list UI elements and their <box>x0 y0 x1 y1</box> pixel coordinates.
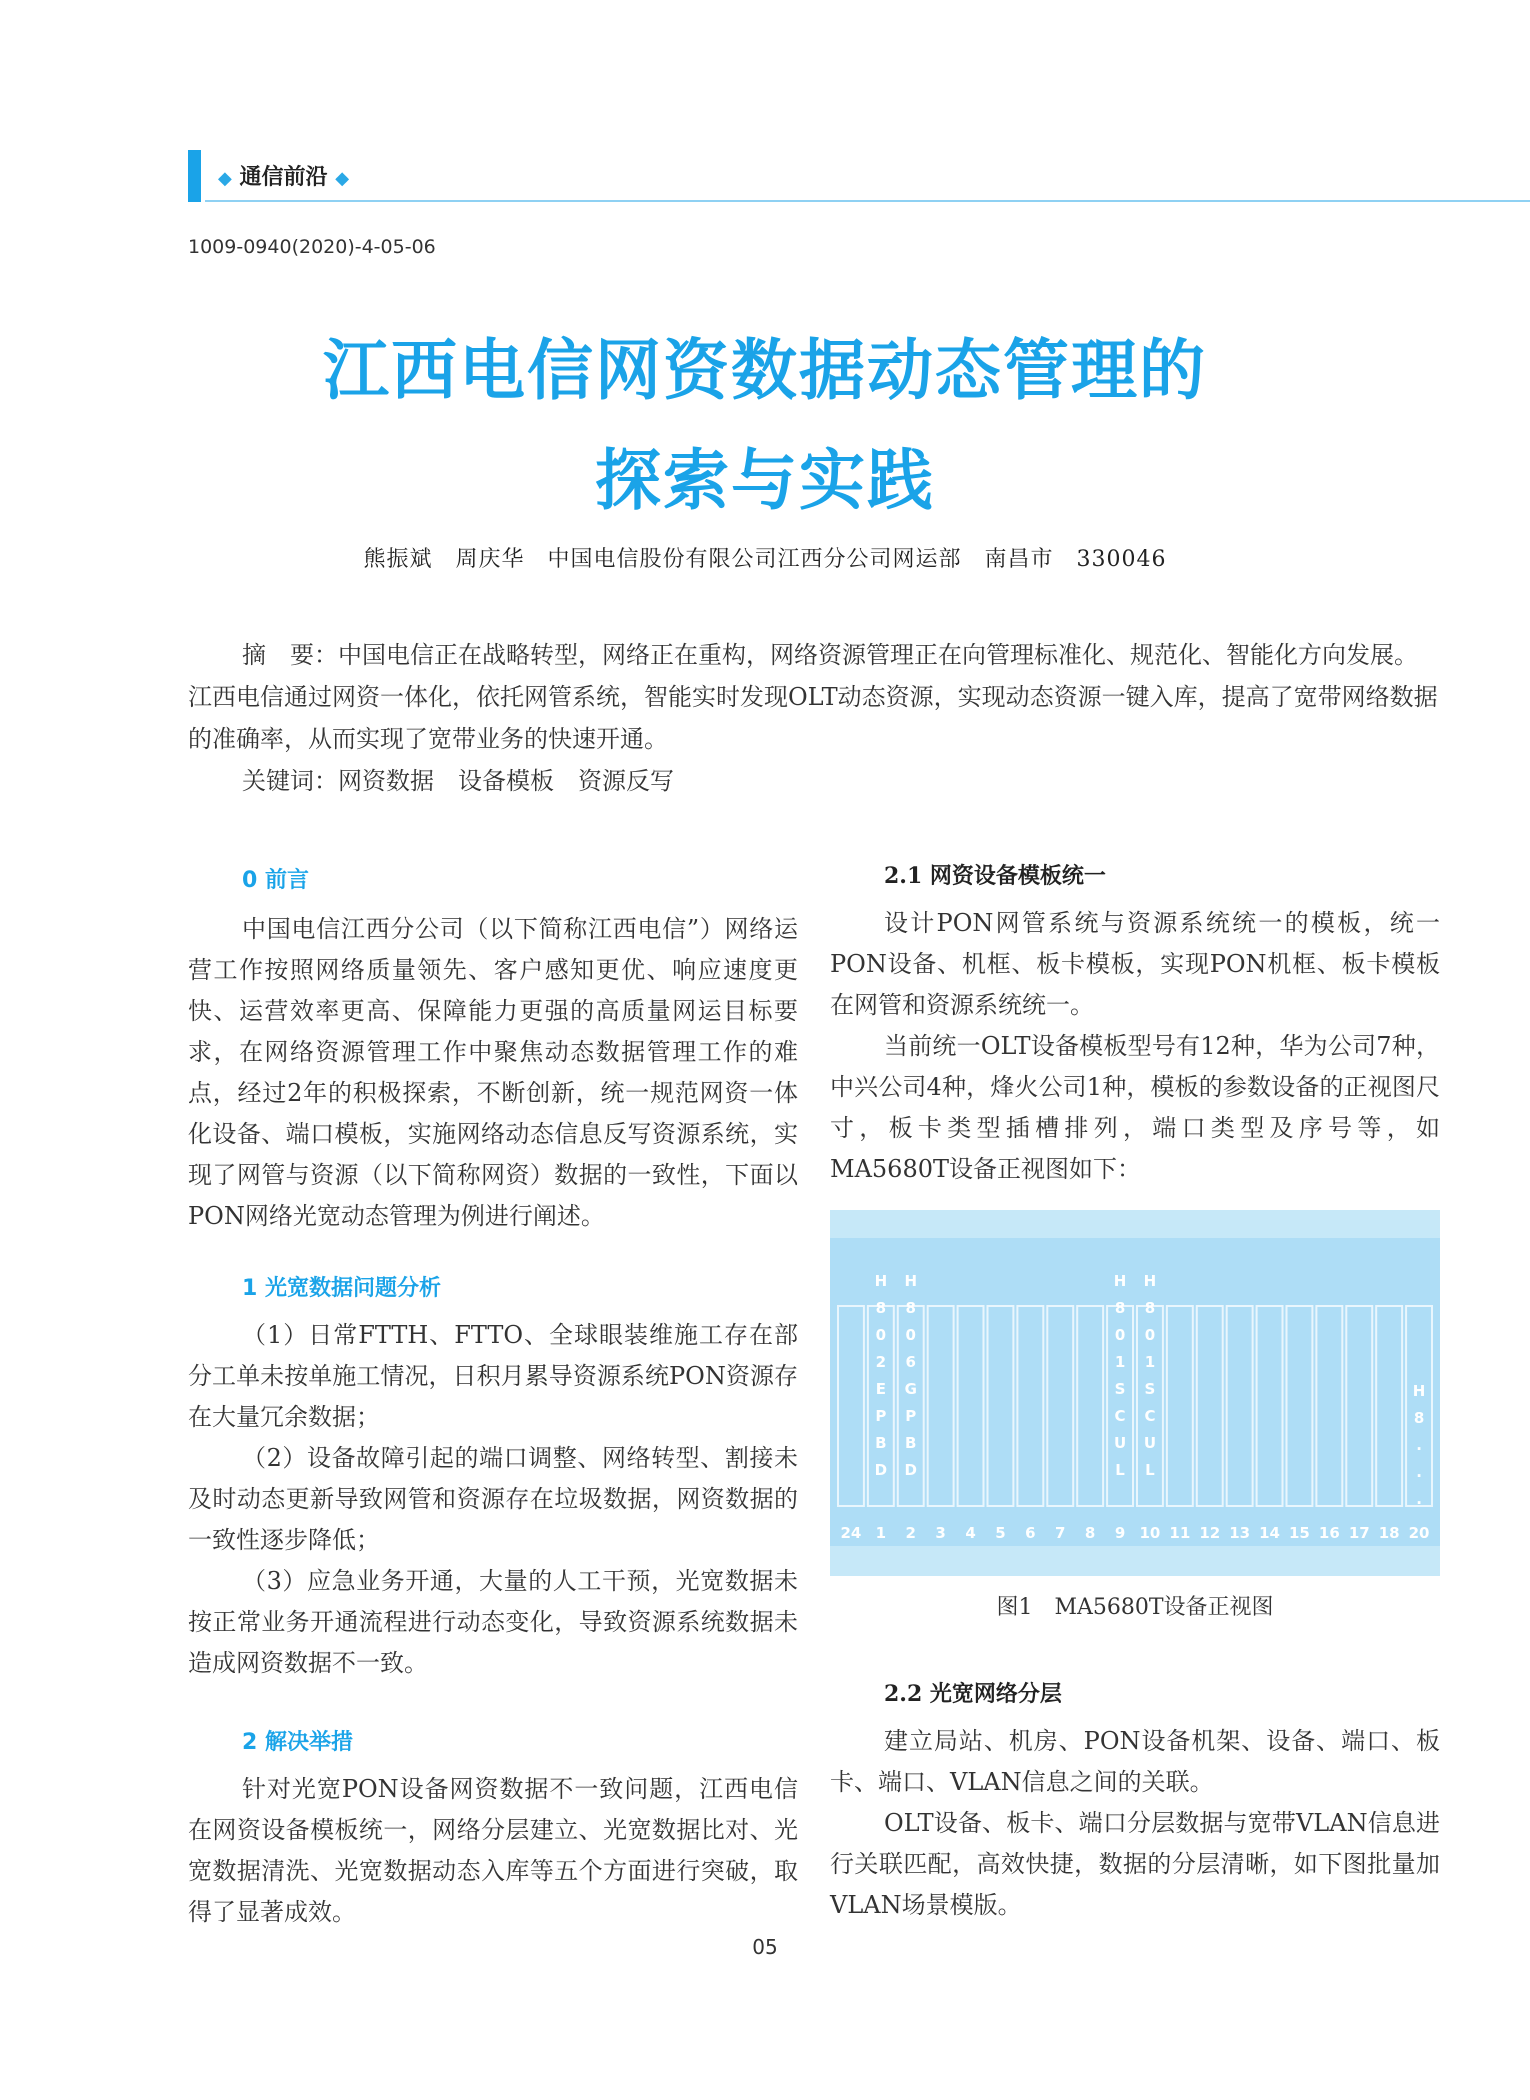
slot-15 <box>1287 1306 1313 1506</box>
article-title-line-1: 江西电信网资数据动态管理的 <box>323 332 1207 409</box>
slot-number: 12 <box>1199 1524 1221 1542</box>
board-label-char: 2 <box>875 1353 887 1371</box>
board-label-char: . <box>1416 1463 1422 1481</box>
board-label-char: H <box>1412 1382 1426 1400</box>
diamond-icon: ◆ <box>335 168 350 189</box>
keywords: 关键词：网资数据 设备模板 资源反写 <box>242 767 674 795</box>
board-label-char: P <box>875 1407 887 1425</box>
paragraph: OLT设备、板卡、端口分层数据与宽带VLAN信息进行关联匹配，高效快捷，数据的分层清晰，如下图批量加VLAN场景模版。 <box>830 1809 1440 1919</box>
board-label-char: 0 <box>905 1326 916 1344</box>
slot-7 <box>1047 1306 1073 1506</box>
figure-caption: 图1 MA5680T设备正视图 <box>996 1595 1274 1620</box>
slot-number: 3 <box>935 1524 946 1542</box>
slot-14 <box>1257 1306 1283 1506</box>
slot-24 <box>838 1306 864 1506</box>
board-label-char: B <box>905 1434 917 1452</box>
paragraph: 设计PON网管系统与资源系统统一的模板，统一PON设备、机框、板卡模板，实现PON机框、板卡模板在网管和资源系统统一。 <box>830 909 1440 1019</box>
chassis-diagram <box>830 1210 1440 1550</box>
board-label-char: 0 <box>1114 1326 1126 1344</box>
paragraph: 中国电信江西分公司（以下简称江西电信”）网络运营工作按照网络质量领先、客户感知更优、响应速度更快、运营效率更高、保障能力更强的高质量网运目标要求，在网络资源管理工作中聚焦动态数据管理工作的难点，经过2年的积极探索，不断创新，统一规范网资一体化设备、端口模板，实施网络动态信息反写资源系统，实现了网管与资源（以下简称网资）数据的一致性，下面以PON网络光宽动态管理为例进行阐述。 <box>188 915 798 1230</box>
board-label-char: . <box>1416 1436 1422 1454</box>
board-label-char: 8 <box>1144 1299 1156 1317</box>
board-label-char: S <box>1114 1380 1126 1398</box>
board-label-char: S <box>1144 1380 1156 1398</box>
article-title-line-2: 探索与实践 <box>595 442 935 519</box>
section-heading: 0 前言 <box>242 868 309 893</box>
slot-number: 17 <box>1348 1524 1370 1542</box>
board-label-char: H <box>1143 1272 1157 1290</box>
board-label-char: E <box>875 1380 886 1398</box>
slot-number: 4 <box>965 1524 976 1542</box>
board-label-char: 1 <box>1114 1353 1126 1371</box>
paragraph: （3）应急业务开通，大量的人工干预，光宽数据未按正常业务开通流程进行动态变化，导致资源系统数据未造成网资数据不一致。 <box>188 1567 798 1677</box>
issn-code: 1009-0940(2020)-4-05-06 <box>188 236 436 258</box>
slot-number: 20 <box>1408 1524 1430 1542</box>
board-label-char: B <box>875 1434 887 1452</box>
slot-8 <box>1077 1306 1103 1506</box>
slot-number: 11 <box>1169 1524 1191 1542</box>
board-label-char: C <box>1144 1407 1156 1425</box>
subsection-heading: 2.1 网资设备模板统一 <box>884 863 1106 889</box>
board-label-char: 1 <box>1144 1353 1156 1371</box>
slot-13 <box>1227 1306 1253 1506</box>
slot-3 <box>928 1306 954 1506</box>
slot-number: 15 <box>1289 1524 1310 1542</box>
section-header <box>218 160 349 191</box>
board-label-char: D <box>904 1461 917 1479</box>
slot-number: 16 <box>1318 1524 1340 1542</box>
slot-number: 8 <box>1084 1524 1096 1542</box>
slot-number: 1 <box>875 1524 887 1542</box>
board-label-char: P <box>905 1407 917 1425</box>
slot-12 <box>1197 1306 1223 1506</box>
slot-number: 14 <box>1259 1524 1280 1542</box>
paragraph: （2）设备故障引起的端口调整、网络转型、割接未及时动态更新导致网管和资源存在垃圾数据，网资数据的一致性逐步降低； <box>188 1444 798 1554</box>
board-label-char: 8 <box>1114 1299 1126 1317</box>
board-label-char: 8 <box>875 1299 887 1317</box>
slot-16 <box>1316 1306 1342 1506</box>
board-label-char: H <box>1113 1272 1127 1290</box>
paragraph: 当前统一OLT设备模板型号有12种，华为公司7种，中兴公司4种，烽火公司1种，模板的参数设备的正视图尺寸，板卡类型插槽排列，端口类型及序号等，如MA5680T设备正视图如下： <box>830 1032 1440 1183</box>
board-label-char: 0 <box>875 1326 887 1344</box>
board-label-char: H <box>874 1272 888 1290</box>
board-label-char: L <box>1115 1461 1125 1479</box>
board-label-char: G <box>904 1380 917 1398</box>
slot-number: 24 <box>840 1524 862 1542</box>
slot-number: 7 <box>1055 1524 1066 1542</box>
slot-number: 5 <box>995 1524 1006 1542</box>
section-header-bar <box>188 150 201 202</box>
paragraph: 建立局站、机房、PON设备机架、设备、端口、板卡、端口、VLAN信息之间的关联。 <box>830 1727 1440 1796</box>
slot-number: 6 <box>1025 1524 1036 1542</box>
board-label-char: U <box>1113 1434 1127 1452</box>
slot-17 <box>1346 1306 1372 1506</box>
board-label-char: 8 <box>905 1299 916 1317</box>
board-label-char: D <box>874 1461 888 1479</box>
slot-5 <box>988 1306 1014 1506</box>
board-label-char: 0 <box>1144 1326 1156 1344</box>
board-label-char: L <box>1145 1461 1155 1479</box>
section-name: 通信前沿 <box>239 165 328 190</box>
board-label-char: 6 <box>905 1353 916 1371</box>
chassis-panel <box>830 1238 1440 1546</box>
slot-number: 10 <box>1139 1524 1161 1542</box>
abstract <box>188 634 1440 802</box>
device-front-view-figure <box>830 1210 1440 1576</box>
slot-number: 18 <box>1378 1524 1400 1542</box>
board-label-char: U <box>1143 1434 1157 1452</box>
paragraph: （1）日常FTTH、FTTO、全球眼装维施工存在部分工单未按单施工情况，日积月累导资源系统PON资源存在大量冗余数据； <box>188 1321 798 1431</box>
board-label-char: . <box>1416 1490 1422 1508</box>
slot-number: 9 <box>1114 1524 1126 1542</box>
section-header-rule <box>205 200 1530 202</box>
slot-18 <box>1376 1306 1402 1506</box>
slot-number: 2 <box>905 1524 916 1542</box>
page-number: 05 <box>752 1935 778 1959</box>
board-label-char: C <box>1114 1407 1126 1425</box>
slot-4 <box>958 1306 984 1506</box>
abstract-text: 摘 要：中国电信正在战略转型，网络正在重构，网络资源管理正在向管理标准化、规范化、智能化方向发展。江西电信通过网资一体化，依托网管系统，智能实时发现OLT动态资源，实现动态资源一键入库，提高了宽带网络数据的准确率，从而实现了宽带业务的快速开通。 <box>188 641 1438 753</box>
section-heading: 2 解决举措 <box>242 1730 353 1755</box>
diamond-icon: ◆ <box>218 168 232 189</box>
subsection-heading: 2.2 光宽网络分层 <box>884 1681 1062 1707</box>
slot-6 <box>1017 1306 1043 1506</box>
author-line: 熊振斌 周庆华 中国电信股份有限公司江西分公司网运部 南昌市 330046 <box>363 547 1167 572</box>
paragraph: 针对光宽PON设备网资数据不一致问题，江西电信在网资设备模板统一，网络分层建立、光宽数据比对、光宽数据清洗、光宽数据动态入库等五个方面进行突破，取得了显著成效。 <box>188 1775 798 1926</box>
slot-11 <box>1167 1306 1193 1506</box>
board-label-char: 8 <box>1413 1409 1425 1427</box>
section-heading: 1 光宽数据问题分析 <box>242 1276 441 1301</box>
slot-number: 13 <box>1229 1524 1251 1542</box>
board-label-char: H <box>904 1272 918 1290</box>
